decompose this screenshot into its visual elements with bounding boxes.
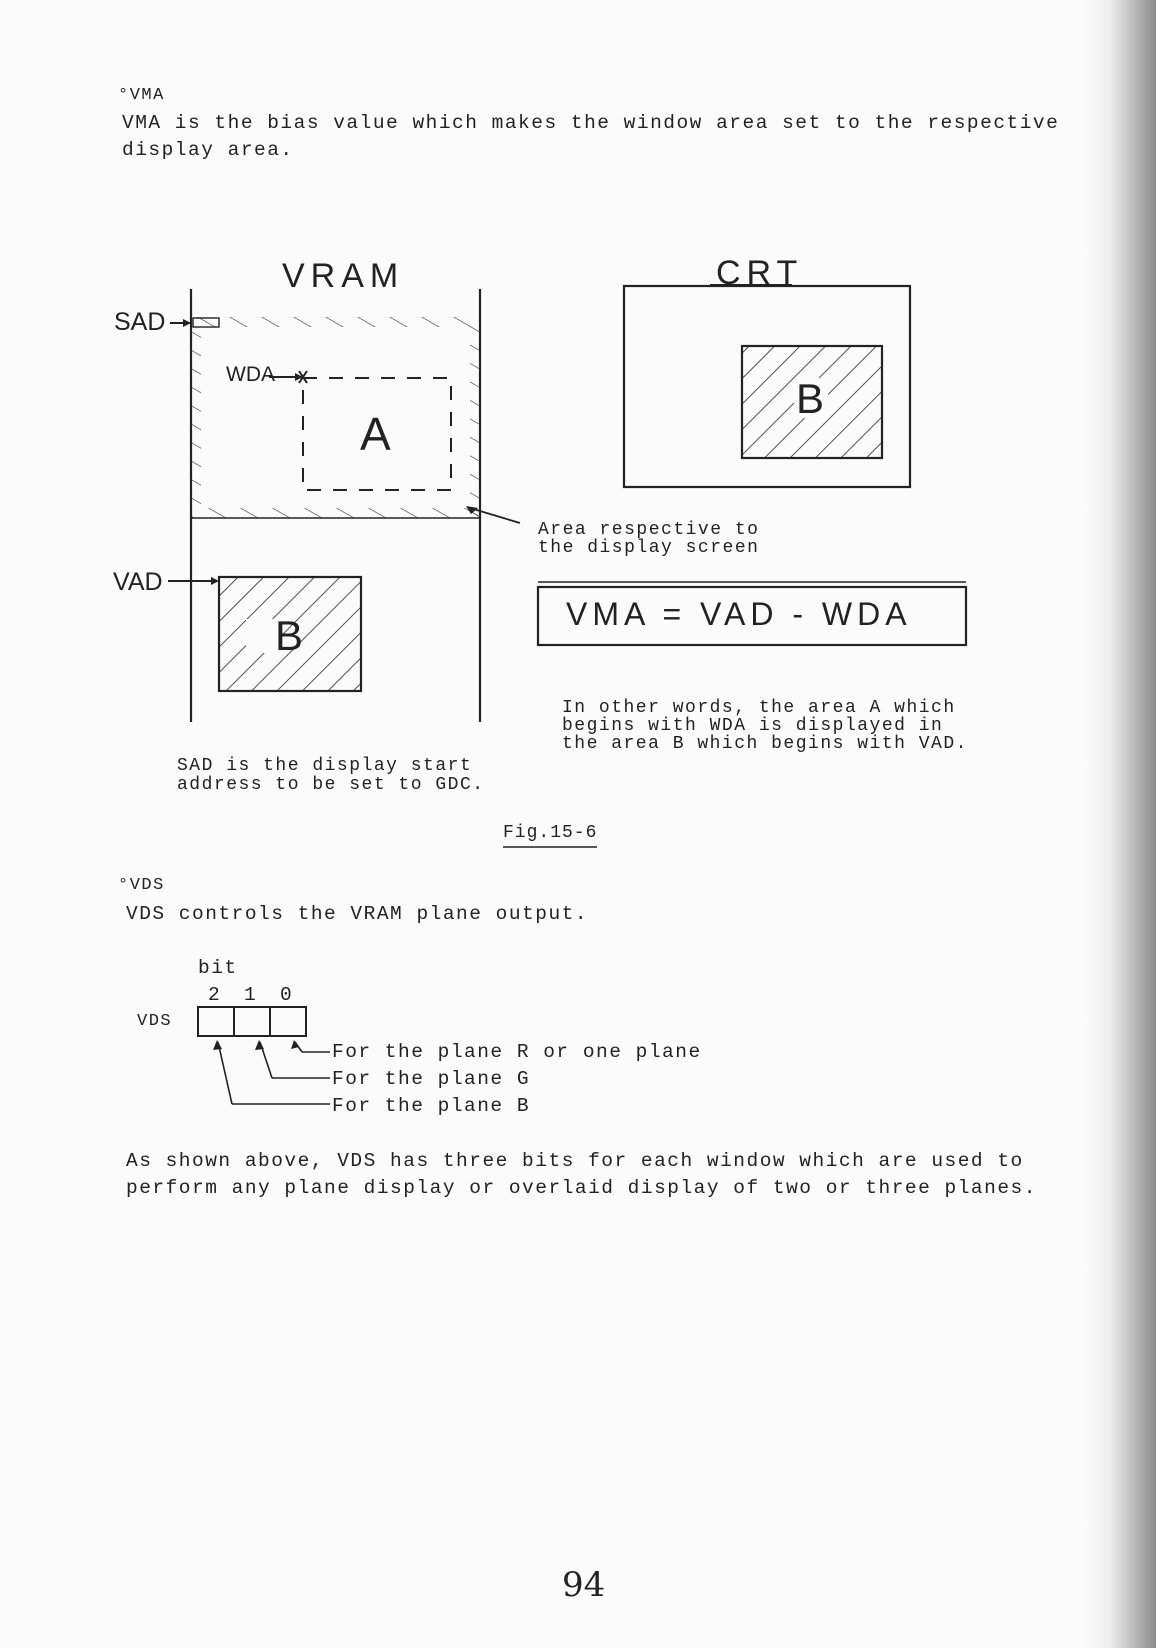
vma-heading: °VMA <box>118 86 165 105</box>
vram-display-region <box>191 317 480 518</box>
vds-bit-leaders <box>213 1040 330 1104</box>
area-a-letter: A <box>360 408 391 460</box>
vds-register-bits <box>198 1007 306 1036</box>
plane-r-label: For the plane R or one plane <box>332 1041 702 1063</box>
vma-paragraph-line-2: display area. <box>122 139 294 161</box>
vma-paragraph-line-1: VMA is the bias value which makes the window area set to the respective <box>122 112 1060 134</box>
explain-line-3: the area B which begins with VAD. <box>562 734 968 754</box>
bit-number-1: 1 <box>244 984 258 1006</box>
vma-formula: VMA = VAD - WDA <box>566 596 912 632</box>
bit-number-0: 0 <box>280 984 294 1006</box>
vad-pointer-arrow <box>168 577 219 585</box>
wda-label: WDA <box>226 363 275 386</box>
vad-label: VAD <box>113 568 163 596</box>
area-note-line-2: the display screen <box>538 538 760 558</box>
vds-paragraph-line-1: As shown above, VDS has three bits for each window which are used to <box>126 1150 1024 1172</box>
vds-paragraph-line-2: perform any plane display or overlaid display of two or three planes. <box>126 1177 1037 1199</box>
vds-heading: °VDS <box>118 876 165 895</box>
crt-title: CRT <box>716 254 804 292</box>
bit-label: bit <box>198 957 238 979</box>
vram-title: VRAM <box>282 257 405 295</box>
explain-line-1: In other words, the area A which <box>562 698 956 718</box>
explain-line-2: begins with WDA is displayed in <box>562 716 944 736</box>
vds-intro: VDS controls the VRAM plane output. <box>126 903 589 925</box>
sad-note-line-2: address to be set to GDC. <box>177 775 485 795</box>
plane-g-label: For the plane G <box>332 1068 531 1090</box>
sad-note-line-1: SAD is the display start <box>177 756 473 776</box>
sad-label: SAD <box>114 308 166 336</box>
area-note-line-1: Area respective to <box>538 520 760 540</box>
page-number: 94 <box>562 1565 606 1605</box>
vram-area-b-letter: B <box>275 612 304 659</box>
plane-b-label: For the plane B <box>332 1095 531 1117</box>
vds-register-label: VDS <box>137 1012 173 1031</box>
crt-area-b-letter: B <box>796 375 825 422</box>
figure-caption: Fig.15-6 <box>503 823 598 843</box>
bit-number-2: 2 <box>208 984 222 1006</box>
